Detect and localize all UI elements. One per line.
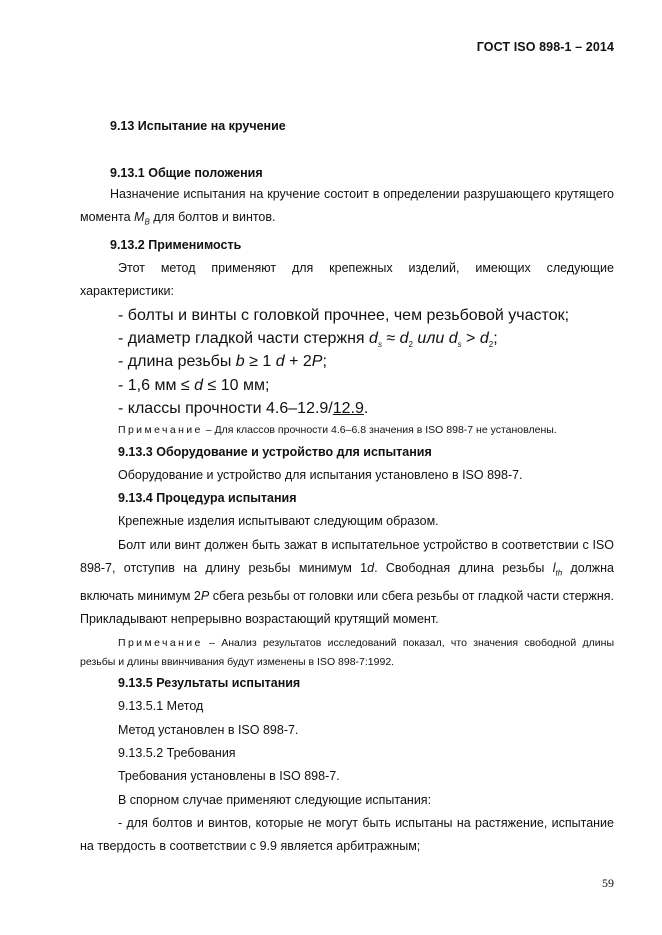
section-title: 9.13 Испытание на кручение — [110, 119, 286, 133]
paragraph-9-13-5-2-c: - для болтов и винтов, которые не могут быть испытаны на растяжение, испытание на твердость в соответствии с 9.9 является арбитражным; — [80, 815, 614, 854]
paragraph-9-13-5-2-b: В спорном случае применяют следующие испытания: — [118, 792, 432, 807]
list-item: - классы прочности 4.6–12.9/12.9. — [118, 399, 369, 417]
subsection-9-13-1-title: 9.13.1 Общие положения — [110, 166, 263, 180]
subsection-9-13-4-title: 9.13.4 Процедура испытания — [118, 491, 297, 506]
subsection-9-13-3-title: 9.13.3 Оборудование и устройство для испытания — [118, 445, 432, 460]
list-item: - болты и винты с головкой прочнее, чем резьбовой участок; — [118, 306, 570, 324]
document-header: ГОСТ ISO 898-1 – 2014 — [476, 40, 614, 54]
page-number: 59 — [602, 876, 614, 890]
paragraph-9-13-5-2-a: Требования установлены в ISO 898-7. — [118, 769, 340, 784]
paragraph-9-13-2: Этот метод применяют для крепежных изделий, имеющих следующие характеристики: — [80, 261, 614, 299]
note-1: Примечание – Для классов прочности 4.6–6.8 значения в ISO 898-7 не установлены. — [118, 424, 557, 437]
paragraph-9-13-4-b: Болт или винт должен быть зажат в испытательное устройство в соответствии с ISO 898-7, отступив на длину резьбы минимум 1d. Свободная длина резьбы $l_{th}$ должна включать минимум 2P сбега резьбы от головки или сбега резьбы от гладкой части стержня. Прикладывают непрерывно возрастающий крутящий момент. — [80, 537, 615, 627]
page-content — [80, 116, 614, 859]
subsection-9-13-5-1-title: 9.13.5.1 Метод — [118, 699, 204, 714]
paragraph-9-13-1: Назначение испытания на кручение состоит в определении разрушающего крутящего момента $M_B$ для болтов и винтов. — [80, 187, 614, 227]
paragraph-9-13-5-1: Метод установлен в ISO 898-7. — [118, 722, 299, 737]
note-2: Примечание – Анализ результатов исследований показал, что значения свободной длины резьбы и длины ввинчивания будут изменены в ISO 898-7:1992. — [80, 637, 614, 669]
list-item: - длина резьбы b ≥ 1 d + 2P; — [118, 353, 327, 371]
list-item: - 1,6 мм ≤ d ≤ 10 мм; — [118, 376, 270, 394]
subsection-9-13-5-2-title: 9.13.5.2 Требования — [118, 746, 236, 761]
subsection-9-13-2-title: 9.13.2 Применимость — [110, 238, 242, 253]
list-item: - диаметр гладкой части стержня $d_s \approx d_2$ или $d_s > d_2$; — [118, 329, 498, 350]
subsection-9-13-5-title: 9.13.5 Результаты испытания — [118, 676, 301, 691]
paragraph-9-13-4-a: Крепежные изделия испытывают следующим образом. — [118, 514, 439, 529]
paragraph-9-13-3: Оборудование и устройство для испытания установлено в ISO 898-7. — [118, 468, 523, 483]
